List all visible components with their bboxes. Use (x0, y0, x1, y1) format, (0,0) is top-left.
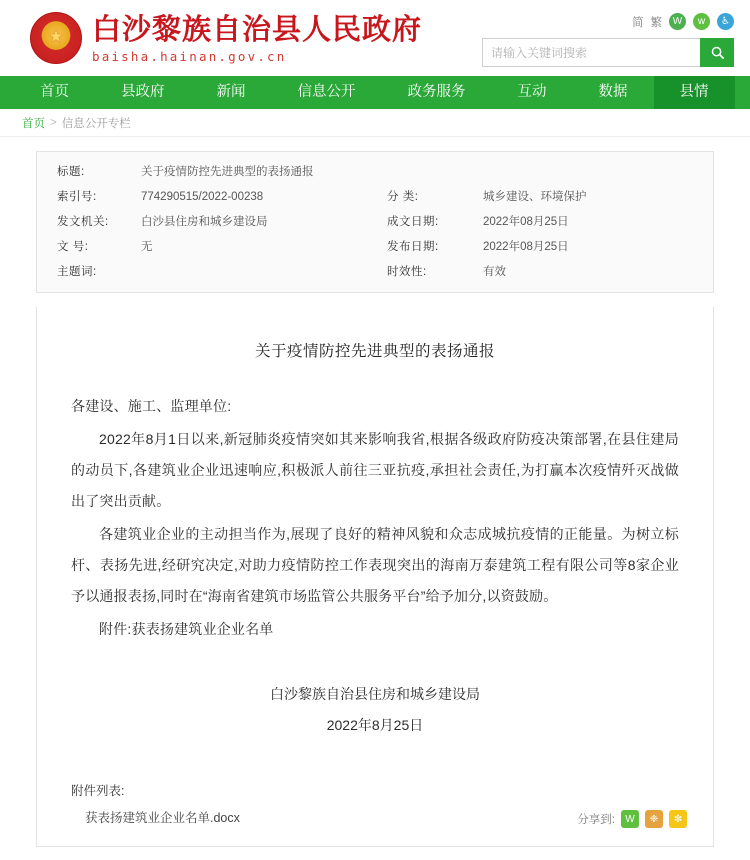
share-bar (577, 810, 687, 828)
meta-subject-label: 主题词: (57, 266, 97, 278)
weixin-icon[interactable]: w (693, 13, 710, 30)
meta-issuer-value: 白沙县住房和城乡建设局 (141, 216, 268, 228)
meta-publish-date-value: 2022年08月25日 (483, 241, 569, 253)
article-attachment-note: 附件:获表扬建筑业企业名单 (99, 621, 274, 637)
breadcrumb-separator: > (50, 116, 57, 129)
content-wrapper (0, 137, 750, 847)
document-meta-box (36, 151, 714, 293)
meta-title-row (57, 164, 695, 180)
meta-category-value: 城乡建设、环境保护 (483, 191, 587, 203)
article-title: 关于疫情防控先进典型的表扬通报 (254, 343, 495, 360)
meta-written-date-row (387, 214, 695, 230)
lang-simplified-link[interactable]: 简 (632, 16, 644, 29)
meta-subject-row (57, 264, 387, 280)
meta-publish-date-label: 发布日期: (387, 241, 439, 253)
meta-publish-date-row (387, 239, 695, 255)
meta-written-date-value: 2022年08月25日 (483, 216, 569, 228)
search-input[interactable] (482, 38, 700, 67)
search-button[interactable] (700, 38, 734, 67)
accessibility-icon[interactable]: ♿ (717, 13, 734, 30)
signature-org: 白沙黎族自治县住房和城乡建设局 (270, 686, 480, 702)
site-title: 白沙黎族自治县人民政府 (92, 12, 423, 46)
breadcrumb-current: 信息公开专栏 (61, 117, 131, 130)
national-emblem-icon (30, 12, 82, 64)
meta-issuer-row (57, 214, 387, 230)
nav-item-government[interactable]: 县政府 (121, 84, 165, 100)
meta-doc-no-label: 文 号: (57, 241, 89, 253)
meta-category-row (387, 189, 695, 205)
signature-date: 2022年8月25日 (326, 717, 424, 733)
meta-validity-label: 时效性: (387, 266, 427, 278)
article-paragraph-2: 各建筑业企业的主动担当作为,展现了良好的精神风貌和众志成城抗疫情的正能量。为树立标杆、表扬先进,经研究决定,对助力疫情防控工作表现突出的海南万泰建筑工程有限公司等8家企业予以通报表扬,同时在“海南省建筑市场监管公共服务平台”给予加分,以资鼓励。 (71, 526, 679, 604)
nav-item-info-disclosure[interactable]: 信息公开 (297, 84, 356, 100)
meta-index-row (57, 189, 387, 205)
wechat-icon[interactable]: W (669, 13, 686, 30)
search-bar (482, 38, 734, 67)
search-icon (710, 45, 725, 60)
share-label: 分享到: (577, 814, 615, 826)
nav-item-services[interactable]: 政务服务 (407, 84, 466, 100)
weibo-icon[interactable]: ❉ (645, 810, 663, 828)
attachment-list-header: 附件列表: (71, 784, 125, 798)
nav-item-news[interactable]: 新闻 (216, 84, 246, 100)
meta-index-value: 774290515/2022-00238 (141, 191, 264, 203)
qzone-icon[interactable]: ❇ (669, 810, 687, 828)
attachment-file-link[interactable]: 获表扬建筑业企业名单.docx (85, 811, 240, 825)
nav-item-interaction[interactable]: 互动 (517, 84, 547, 100)
meta-doc-no-row (57, 239, 387, 255)
meta-written-date-label: 成文日期: (387, 216, 439, 228)
utility-row (632, 13, 734, 30)
breadcrumb-home[interactable]: 首页 (22, 117, 45, 130)
site-domain: baisha.hainan.gov.cn (92, 49, 287, 64)
site-title-block (92, 12, 422, 64)
meta-validity-value: 有效 (483, 266, 506, 278)
article-paragraph-1: 2022年8月1日以来,新冠肺炎疫情突如其来影响我省,根据各级政府防疫决策部署,在县住建局的动员下,各建筑业企业迅速响应,积极派人前往三亚抗疫,承担社会责任,为打赢本次疫情歼灭战做出了突出贡献。 (71, 431, 679, 509)
article-salutation: 各建设、施工、监理单位: (71, 398, 232, 414)
meta-issuer-label: 发文机关: (57, 216, 109, 228)
article-body (36, 307, 714, 847)
document-meta-grid (57, 164, 695, 280)
site-header (0, 0, 750, 76)
main-navigation (0, 76, 750, 109)
breadcrumb (0, 109, 750, 137)
nav-item-home[interactable]: 首页 (40, 84, 69, 100)
article-signature (71, 679, 679, 741)
meta-category-label: 分 类: (387, 191, 419, 203)
wechat-icon[interactable]: W (621, 810, 639, 828)
nav-item-data[interactable]: 数据 (598, 84, 628, 100)
meta-validity-row (387, 264, 695, 280)
header-utilities (482, 9, 734, 67)
meta-title-value: 关于疫情防控先进典型的表扬通报 (141, 166, 314, 178)
nav-item-county[interactable]: 县情 (654, 76, 735, 109)
meta-index-label: 索引号: (57, 191, 97, 203)
lang-traditional-link[interactable]: 繁 (650, 16, 662, 29)
meta-doc-no-value: 无 (141, 241, 153, 253)
meta-title-label: 标题: (57, 166, 85, 178)
